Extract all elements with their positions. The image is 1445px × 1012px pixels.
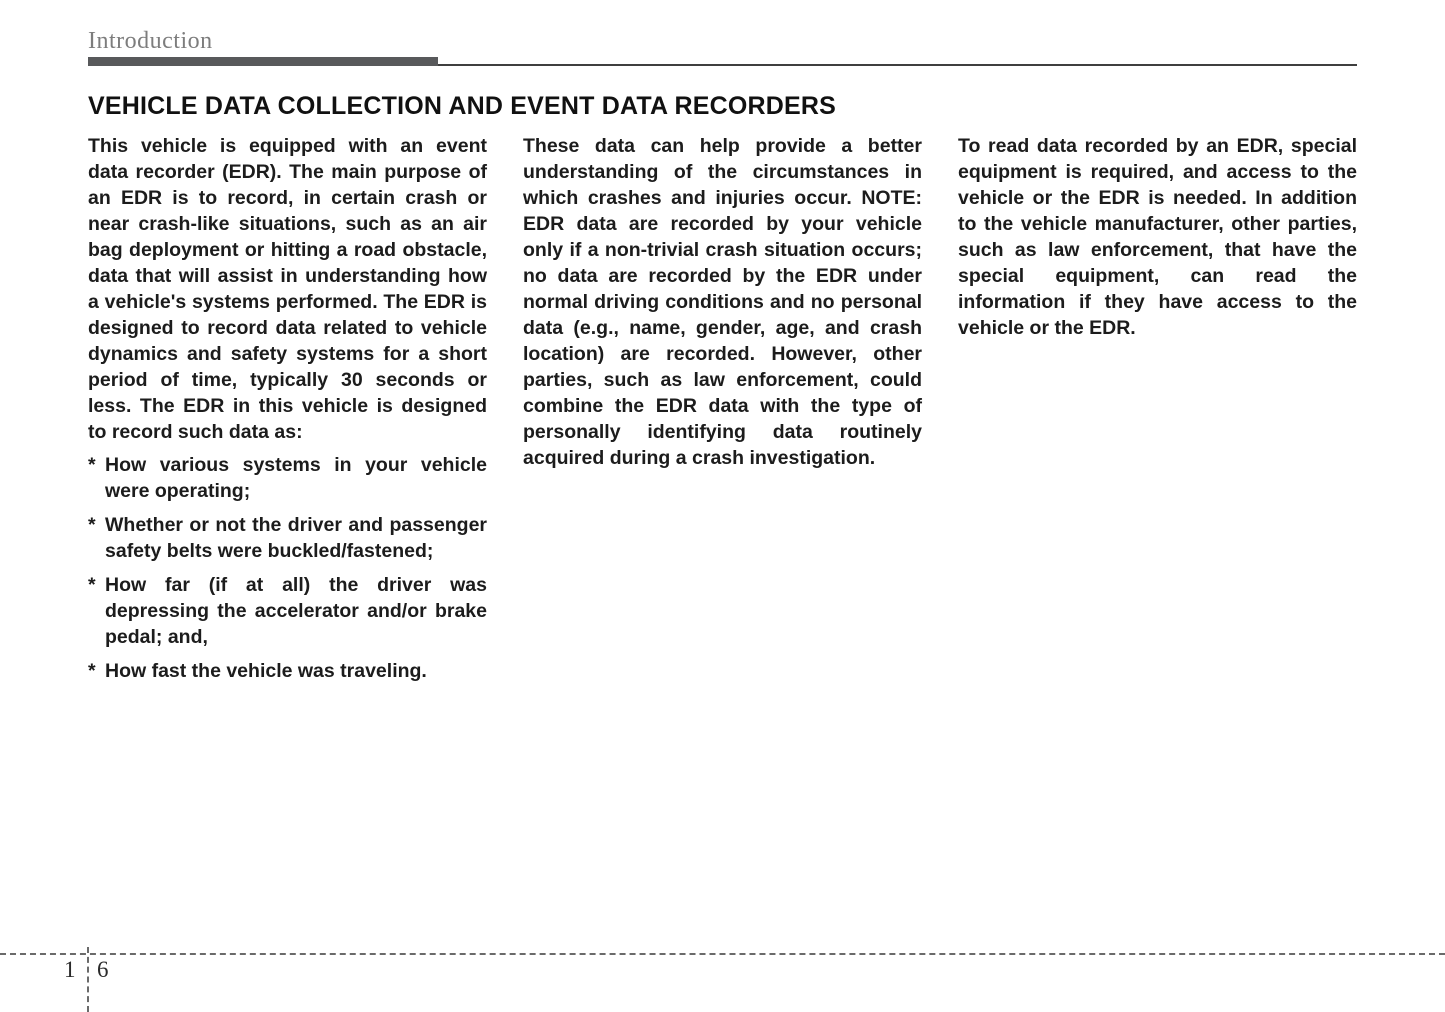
column-3-paragraph: To read data recorded by an EDR, special equipment is required, and access to the vehicle or the EDR is needed. In addition to the vehicle manufacturer, other parties, such as law enforcement, that have the special equipment, can read the information if they have access to the vehicle or the EDR. [958, 135, 1357, 339]
page-number: 6 [97, 957, 109, 982]
bullet-text: How various systems in your vehicle were operating; [105, 454, 487, 502]
footer-dashed-divider [0, 953, 1445, 955]
bullet-item [88, 512, 487, 564]
page-title: VEHICLE DATA COLLECTION AND EVENT DATA RECORDERS [88, 92, 837, 120]
body-columns [88, 133, 1357, 692]
column-2 [523, 133, 922, 692]
footer-vertical-divider [87, 947, 89, 1012]
bullet-marker: * [88, 514, 96, 536]
bullet-marker: * [88, 660, 96, 682]
bullet-item [88, 658, 487, 684]
column-1 [88, 133, 487, 692]
column-1-paragraph: This vehicle is equipped with an event data recorder (EDR). The main purpose of an EDR is to record, in certain crash or near crash-like situations, such as an air bag deployment or hitting a road obstacle, data that will assist in understanding how a vehicle's systems performed. The EDR is designed to record data related to vehicle dynamics and safety systems for a short period of time, typically 30 seconds or less. The EDR in this vehicle is designed to record such data as: [88, 135, 487, 443]
column-2-paragraph: These data can help provide a better understanding of the circumstances in which crashes and injuries occur. NOTE: EDR data are recorded by your vehicle only if a non-trivial crash situation occurs; no data are recorded by the EDR under normal driving conditions and no personal data (e.g., name, gender, age, and crash location) are recorded. However, other parties, such as law enforcement, could combine the EDR data with the type of personally identifying data routinely acquired during a crash investigation. [523, 135, 922, 469]
bullet-text: Whether or not the driver and passenger safety belts were buckled/fastened; [105, 514, 487, 562]
column-3 [958, 133, 1357, 692]
chapter-number: 1 [64, 957, 76, 982]
bullet-text: How fast the vehicle was traveling. [105, 660, 427, 682]
bullet-marker: * [88, 454, 96, 476]
bullet-text: How far (if at all) the driver was depressing the accelerator and/or brake pedal; and, [105, 574, 487, 648]
bullet-item [88, 572, 487, 650]
header-rule-accent-bar [88, 57, 438, 66]
bullet-marker: * [88, 574, 96, 596]
bullet-list [88, 452, 487, 684]
section-title: Introduction [88, 28, 213, 54]
bullet-item [88, 452, 487, 504]
